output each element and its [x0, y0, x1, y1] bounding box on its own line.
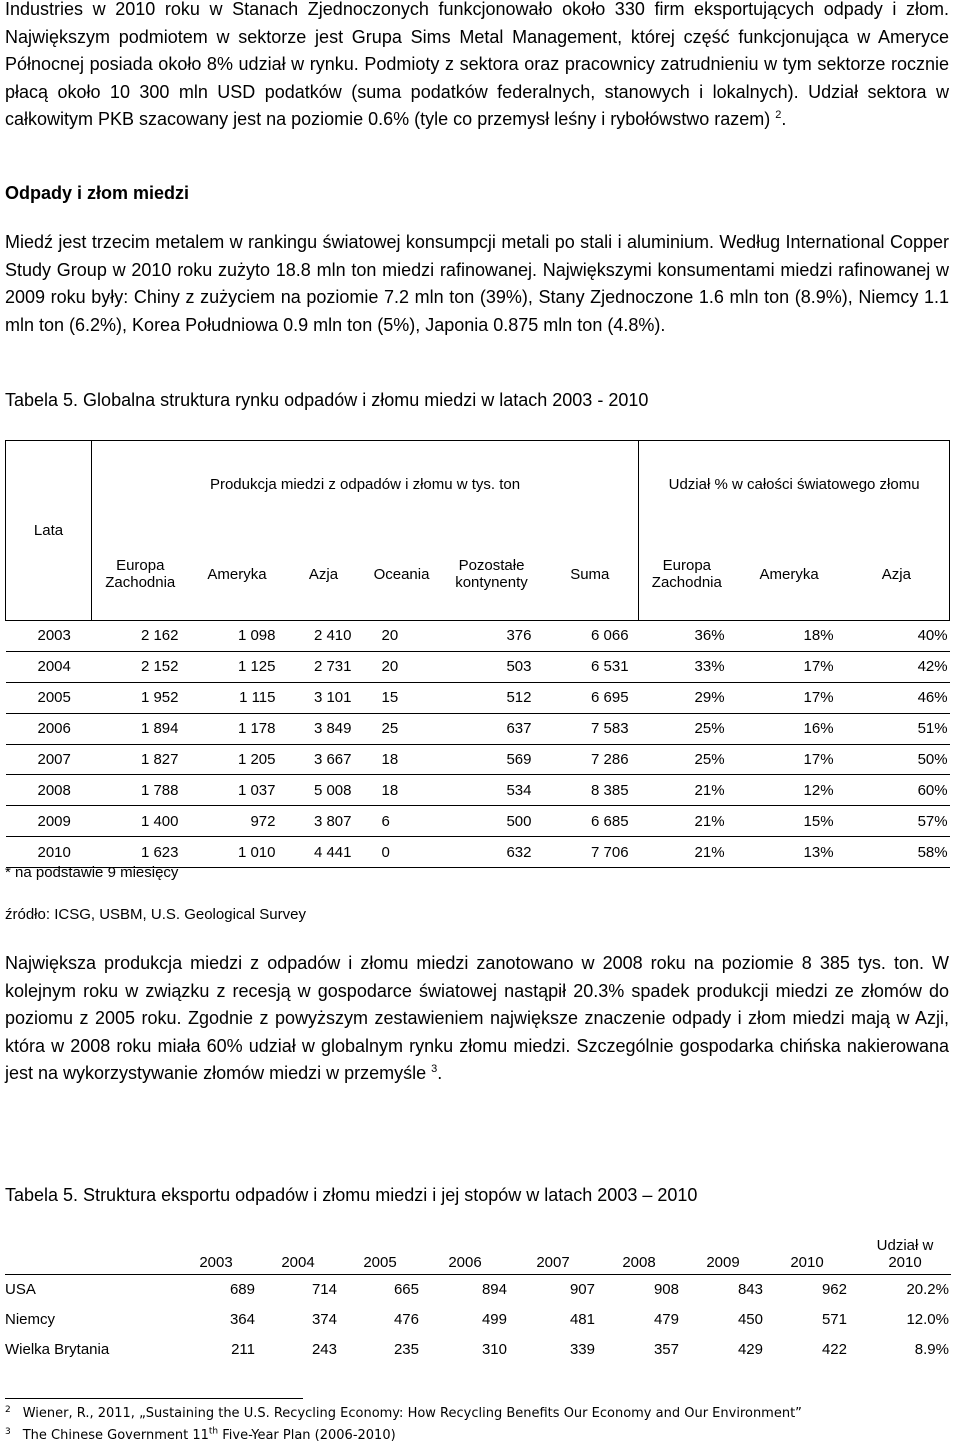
col-header: Ameryka [189, 529, 286, 621]
col-header: Oceania [362, 529, 442, 621]
year-header: 2004 [257, 1232, 339, 1274]
table2-caption: Tabela 5. Struktura eksportu odpadów i złomu miedzi i jej stopów w latach 2003 – 2010 [5, 1185, 698, 1205]
table1-note: * na podstawie 9 miesięcy [5, 864, 179, 881]
section-heading: Odpady i złom miedzi [5, 183, 190, 203]
table-row: 2003 2 162 1 098 2 410 20 376 6 066 36% 18% 40% [6, 621, 950, 652]
col-header: Europa Zachodnia [92, 529, 189, 621]
table-row: 2007 1 827 1 205 3 667 18 569 7 286 25% 17% 50% [6, 744, 950, 775]
year-header: 2007 [509, 1232, 597, 1274]
analysis-paragraph: Największa produkcja miedzi z odpadów i złomu miedzi zanotowano w 2008 roku na poziomie 8 385 tys. ton. W kolejnym roku w związku z recesją w gospodarce światowej nastąpił 20.3% spadek produkcji miedzi ze złomów do poziomu z 2005 roku. Zgodnie z powyższym zestawieniem największe znaczenie odpady i złom miedzi mają w Azji, która w 2008 roku miała 60% udział w globalnym rynku złomu miedzi. Szczególnie gospodarka chińska nakierowana jest na wykorzystywanie złomów miedzi w przemyśle $^3$. [5, 953, 949, 1083]
footnote-separator [5, 1398, 303, 1399]
table-row: 2005 1 952 1 115 3 101 15 512 6 695 29% 17% 46% [6, 682, 950, 713]
copper-paragraph: Miedź jest trzecim metalem w rankingu światowej konsumpcji metali po stali i aluminium. Według International Copper Study Group w 2010 roku zużyto 18.8 mln ton miedzi rafinowanej. Największymi konsumentami miedzi rafinowanej w 2009 roku były: Chiny z zużyciem na poziomie 7.2 mln ton (39%), Stany Zjednoczone 1.6 mln ton (8.9%), Niemcy 1.1 mln ton (6.2%), Korea Południowa 0.9 mln ton (5%), Japonia 0.875 mln ton (4.8%). [5, 232, 949, 335]
table-row: 2008 1 788 1 037 5 008 18 534 8 385 21% 12% 60% [6, 775, 950, 806]
col-header: Pozostałe kontynenty [442, 529, 542, 621]
table-row: Wielka Brytania 211 243 235 310 339 357 429 422 8.9% [5, 1340, 949, 1358]
col-header: Suma [542, 529, 639, 621]
table-row: USA 689 714 665 894 907 908 843 962 20.2% [5, 1280, 949, 1298]
table1-caption: Tabela 5. Globalna struktura rynku odpadów i złomu miedzi w latach 2003 - 2010 [5, 390, 649, 410]
table-row: Niemcy 364 374 476 499 481 479 450 571 12.0% [5, 1310, 949, 1328]
production-group-header: Produkcja miedzi z odpadów i złomu w tys. ton [92, 441, 639, 529]
footnote-ref-2[interactable]: 2 [775, 109, 782, 121]
copper-scrap-table [5, 440, 950, 868]
col-header: Azja [844, 529, 950, 621]
year-header: 2003 [175, 1232, 257, 1274]
export-table [5, 1232, 951, 1364]
col-header: Europa Zachodnia [639, 529, 735, 621]
footnote-3: $^3$ The Chinese Government 11th Five-Year Plan (2006-2010) [5, 1426, 396, 1443]
year-header: 2006 [421, 1232, 509, 1274]
table1-source: źródło: ICSG, USBM, U.S. Geological Survey [5, 906, 306, 923]
year-header: 2010 [765, 1232, 849, 1274]
table-row: 2010 1 623 1 010 4 441 0 632 7 706 21% 13% 58% [6, 837, 950, 868]
share-header: Udział w 2010 [849, 1232, 951, 1274]
year-header: 2008 [597, 1232, 681, 1274]
table-row: 2004 2 152 1 125 2 731 20 503 6 531 33% 17% 42% [6, 651, 950, 682]
table-row: 2006 1 894 1 178 3 849 25 637 7 583 25% 16% 51% [6, 713, 950, 744]
footnote-2: $^2$ Wiener, R., 2011, „Sustaining the U.S. Recycling Economy: How Recycling Benefits Our Economy and Our Environment” [5, 1404, 802, 1421]
footnote-ref-3[interactable]: 3 [431, 1063, 438, 1075]
table-row: 2009 1 400 972 3 807 6 500 6 685 21% 15% 57% [6, 806, 950, 837]
country-header [5, 1232, 175, 1274]
intro-paragraph: Industries w 2010 roku w Stanach Zjednoczonych funkcjonowało około 330 firm eksportujących odpady i złom. Największym podmiotem w sektorze jest Grupa Sims Metal Management, której część funkcjonująca w Ameryce Północnej posiada około 8% udział w rynku. Podmioty z sektora oraz pracownicy zatrudnieniu w tym sektorze rocznie płacą około 10 300 mln USD podatków (suma podatków federalnych, stanowych i lokalnych). Udział sektora w całkowitym PKB szacowany jest na poziomie 0.6% (tyle co przemysł leśny i rybołówstwo razem) $^2$. [5, 0, 949, 129]
col-header: Azja [286, 529, 362, 621]
years-header: Lata [6, 441, 92, 621]
year-header: 2009 [681, 1232, 765, 1274]
year-header: 2005 [339, 1232, 421, 1274]
footnote-3-num: 3 [5, 1426, 11, 1437]
share-group-header: Udział % w całości światowego złomu [639, 441, 950, 529]
col-header: Ameryka [735, 529, 844, 621]
